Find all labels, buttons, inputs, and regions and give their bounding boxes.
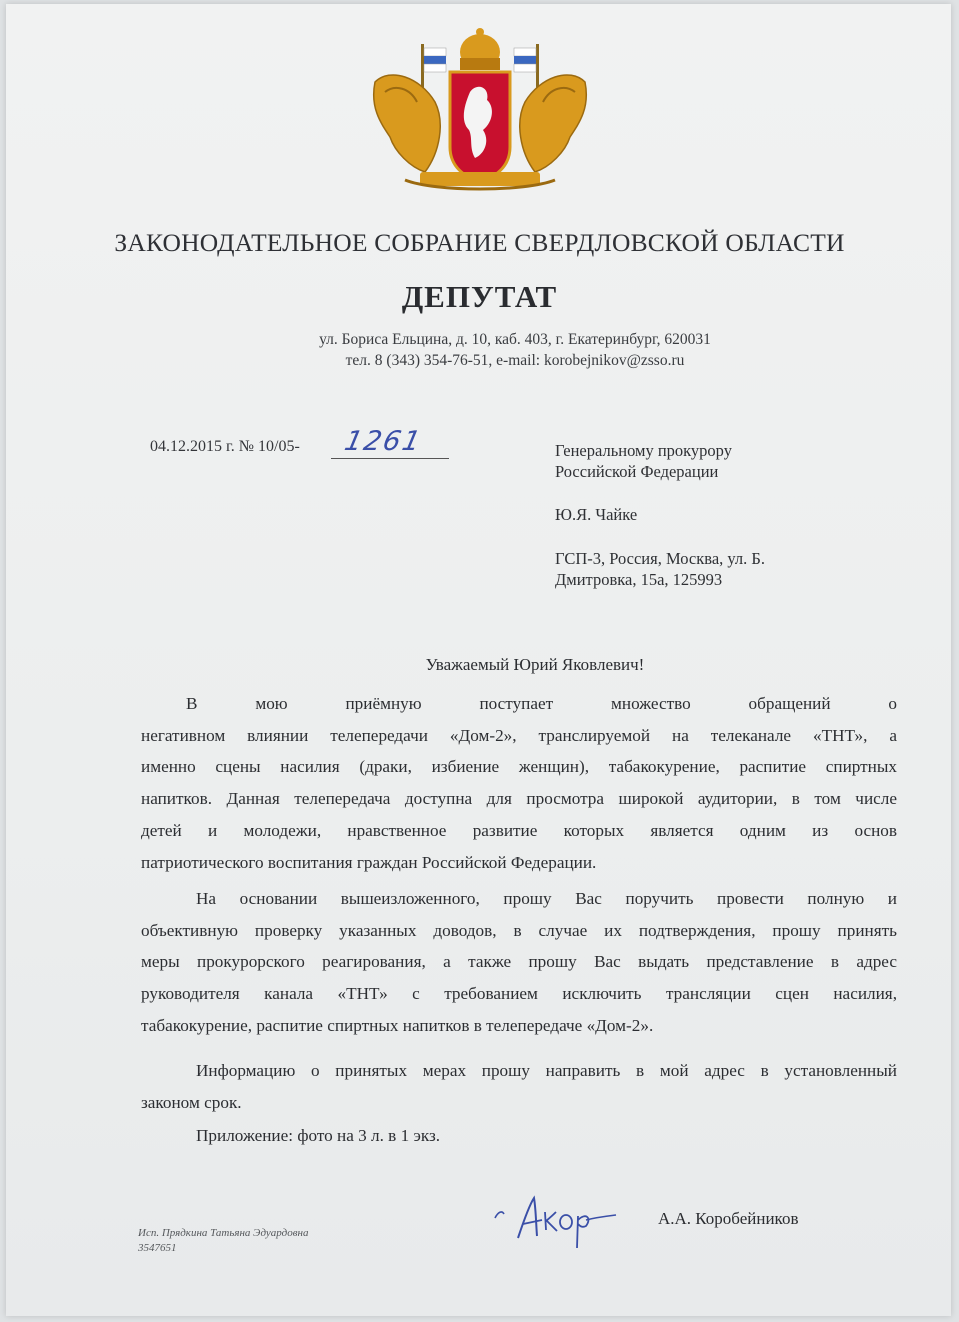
addressee-title-line1: Генеральному прокурору bbox=[555, 441, 732, 460]
attachment-line: Приложение: фото на 3 л. в 1 экз. bbox=[196, 1126, 441, 1145]
paragraph-2-line: объективную проверку указанных доводов, в случае их подтверждения, прошу принять bbox=[141, 920, 897, 940]
paragraph-2-line: руководителя канала «ТНТ» с требованием исключить трансляции сцен насилия, bbox=[141, 984, 897, 1004]
paragraph-2-line: На основании вышеизложенного, прошу Вас поручить провести полную и bbox=[196, 889, 897, 908]
addressee-title-line2: Российской Федерации bbox=[555, 462, 719, 481]
executor-name: Исп. Прядкина Татьяна Эдуардовна bbox=[138, 1227, 309, 1239]
paragraph-1-line: негативном влиянии телепередачи «Дом-2», транслируемой на телеканале «ТНТ», а bbox=[141, 725, 897, 745]
organization-title: ЗАКОНОДАТЕЛЬНОЕ СОБРАНИЕ СВЕРДЛОВСКОЙ ОБЛАСТИ bbox=[114, 228, 845, 257]
addressee-name: Ю.Я. Чайке bbox=[555, 505, 638, 524]
reference-date-number: 04.12.2015 г. № 10/05- bbox=[150, 438, 300, 455]
paragraph-1-line: В мою приёмную поступает множество обращений о bbox=[186, 694, 897, 713]
paragraph-1 bbox=[141, 688, 897, 878]
paragraph-1-line: именно сцены насилия (драки, избиение женщин), табакокурение, распитие спиртных bbox=[141, 757, 897, 777]
paragraph-2-line: меры прокурорского реагирования, а также прошу Вас выдать представление в адрес bbox=[141, 952, 897, 972]
executor-phone: 3547651 bbox=[138, 1242, 177, 1254]
contacts-line: тел. 8 (343) 354-76-51, e-mail: korobejnikov@zsso.ru bbox=[345, 352, 685, 369]
deputy-title: ДЕПУТАТ bbox=[401, 279, 558, 314]
paragraph-1-line: патриотического воспитания граждан Российской Федерации. bbox=[141, 852, 597, 872]
paragraph-3-line: законом срок. bbox=[141, 1092, 242, 1112]
handwritten-reference-number: 1261 bbox=[341, 426, 426, 457]
signatory-name: А.А. Коробейников bbox=[658, 1209, 799, 1228]
address-line: ул. Бориса Ельцина, д. 10, каб. 403, г. Екатеринбург, 620031 bbox=[319, 331, 711, 348]
paragraph-2-line: табакокурение, распитие спиртных напитков в телепередаче «Дом-2». bbox=[141, 1015, 654, 1035]
paragraph-1-line: детей и молодежи, нравственное развитие которых является одним из основ bbox=[141, 820, 897, 840]
reference-underline bbox=[331, 458, 449, 459]
coat-of-arms-emblem bbox=[365, 22, 595, 197]
salutation: Уважаемый Юрий Яковлевич! bbox=[425, 655, 645, 674]
executor-info bbox=[138, 1226, 308, 1256]
addressee-address-line2: Дмитровка, 15а, 125993 bbox=[555, 570, 723, 589]
paragraph-2 bbox=[141, 883, 897, 1042]
paragraph-1-line: напитков. Данная телепередача доступна для просмотра широкой аудитории, в том числе bbox=[141, 789, 897, 809]
addressee-address-line1: ГСП-3, Россия, Москва, ул. Б. bbox=[555, 549, 765, 568]
paragraph-3 bbox=[141, 1055, 897, 1118]
handwritten-signature bbox=[490, 1190, 620, 1250]
paragraph-3-line: Информацию о принятых мерах прошу направить в мой адрес в установленный bbox=[196, 1061, 897, 1080]
